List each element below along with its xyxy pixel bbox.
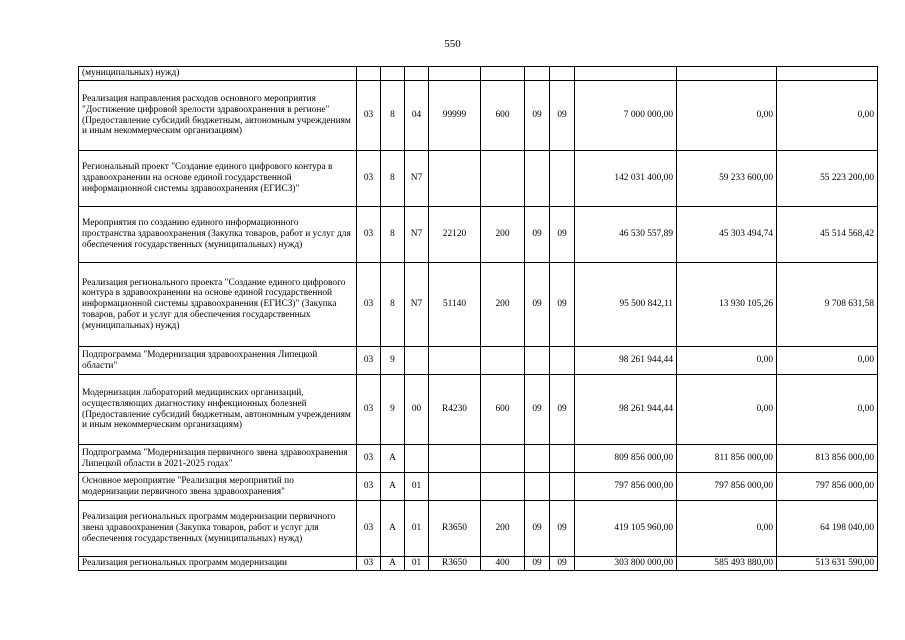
cell-c1: 03 [357, 375, 381, 445]
cell-c2 [381, 67, 405, 81]
cell-c7: 09 [550, 375, 575, 445]
cell-v1: 419 105 960,00 [575, 501, 677, 557]
cell-c6: 09 [525, 501, 550, 557]
cell-c2: А [381, 445, 405, 473]
cell-c2: А [381, 473, 405, 501]
cell-c6: 09 [525, 81, 550, 151]
cell-v1: 7 000 000,00 [575, 81, 677, 151]
cell-c1: 03 [357, 207, 381, 263]
cell-c1: 03 [357, 81, 381, 151]
cell-c7 [550, 445, 575, 473]
table-row [79, 263, 878, 347]
cell-c6 [525, 151, 550, 207]
cell-c6 [525, 445, 550, 473]
cell-c7 [550, 347, 575, 375]
row-name-cell: Реализация региональных программ модернизации [79, 557, 357, 571]
row-name-cell: Региональный проект "Создание единого цифрового контура в здравоохранении на основе единой государственной информационной системы здравоохранения (ЕГИСЗ)" [79, 151, 357, 207]
cell-c7: 09 [550, 557, 575, 571]
cell-c6: 09 [525, 557, 550, 571]
cell-c3: 01 [405, 557, 429, 571]
cell-c4 [429, 473, 481, 501]
cell-v2: 45 303 494,74 [677, 207, 777, 263]
cell-c7 [550, 67, 575, 81]
cell-v2: 59 233 600,00 [677, 151, 777, 207]
cell-v1: 46 530 557,89 [575, 207, 677, 263]
table-row [79, 375, 878, 445]
cell-c7 [550, 151, 575, 207]
cell-v1: 142 031 400,00 [575, 151, 677, 207]
cell-v2: 585 493 880,00 [677, 557, 777, 571]
table-row [79, 207, 878, 263]
cell-c3 [405, 67, 429, 81]
cell-v3: 813 856 000,00 [777, 445, 878, 473]
cell-v3: 9 708 631,58 [777, 263, 878, 347]
table-row [79, 347, 878, 375]
cell-c7 [550, 473, 575, 501]
cell-c2: А [381, 501, 405, 557]
row-name-cell: Реализация регионального проекта "Создание единого цифрового контура в здравоохранении на основе единой государственной информационной системы здравоохранения (ЕГИСЗ)" (Закупка товаров, работ и услуг для обеспечения государственных (муниципальных) нужд) [79, 263, 357, 347]
cell-c6 [525, 473, 550, 501]
cell-c6: 09 [525, 375, 550, 445]
cell-c5: 200 [481, 263, 525, 347]
cell-v2: 797 856 000,00 [677, 473, 777, 501]
cell-c3: N7 [405, 151, 429, 207]
cell-v3: 55 223 200,00 [777, 151, 878, 207]
row-name-cell: Реализация региональных программ модернизации первичного звена здравоохранения (Закупка товаров, работ и услуг для обеспечения государственных (муниципальных) нужд) [79, 501, 357, 557]
table-row [79, 151, 878, 207]
cell-v3: 0,00 [777, 375, 878, 445]
cell-v2: 811 856 000,00 [677, 445, 777, 473]
cell-v3 [777, 67, 878, 81]
cell-v2: 13 930 105,26 [677, 263, 777, 347]
cell-v1: 98 261 944,44 [575, 375, 677, 445]
cell-c4 [429, 151, 481, 207]
cell-v3: 45 514 568,42 [777, 207, 878, 263]
cell-v1: 303 800 000,00 [575, 557, 677, 571]
cell-v2 [677, 67, 777, 81]
cell-c3 [405, 347, 429, 375]
cell-c4: R4230 [429, 375, 481, 445]
cell-c3: 01 [405, 473, 429, 501]
cell-c6: 09 [525, 207, 550, 263]
cell-c1: 03 [357, 151, 381, 207]
cell-v3: 797 856 000,00 [777, 473, 878, 501]
cell-c5: 600 [481, 375, 525, 445]
cell-c2: 8 [381, 207, 405, 263]
cell-c7: 09 [550, 81, 575, 151]
cell-c5: 200 [481, 501, 525, 557]
cell-c6 [525, 67, 550, 81]
table-row [79, 81, 878, 151]
cell-c4 [429, 347, 481, 375]
cell-c4: R3650 [429, 501, 481, 557]
cell-v2: 0,00 [677, 375, 777, 445]
cell-c2: 9 [381, 375, 405, 445]
cell-c2: А [381, 557, 405, 571]
cell-c3: 01 [405, 501, 429, 557]
cell-v2: 0,00 [677, 501, 777, 557]
cell-c5: 200 [481, 207, 525, 263]
row-name-cell: Подпрограмма "Модернизация здравоохранения Липецкой области" [79, 347, 357, 375]
cell-c3: N7 [405, 263, 429, 347]
table-row [79, 445, 878, 473]
cell-v2: 0,00 [677, 347, 777, 375]
cell-v1: 809 856 000,00 [575, 445, 677, 473]
table-row [79, 473, 878, 501]
cell-c6 [525, 347, 550, 375]
cell-c4: 99999 [429, 81, 481, 151]
cell-c2: 9 [381, 347, 405, 375]
cell-c1: 03 [357, 501, 381, 557]
cell-v3: 0,00 [777, 347, 878, 375]
table-row [79, 501, 878, 557]
row-name-cell: Основное мероприятие "Реализация мероприятий по модернизации первичного звена здравоохранения" [79, 473, 357, 501]
row-name-cell: (муниципальных) нужд) [79, 67, 357, 81]
cell-v2: 0,00 [677, 81, 777, 151]
row-name-cell: Реализация направления расходов основного мероприятия "Достижение цифровой зрелости здравоохранения в регионе" (Предоставление субсидий бюджетным, автономным учреждениям и иным некоммерческим организациям) [79, 81, 357, 151]
table-row [79, 67, 878, 81]
row-name-cell: Подпрограмма "Модернизация первичного звена здравоохранения Липецкой области в 2021-2025 годах" [79, 445, 357, 473]
cell-c1 [357, 67, 381, 81]
cell-c5 [481, 473, 525, 501]
cell-c1: 03 [357, 263, 381, 347]
cell-c4 [429, 445, 481, 473]
cell-c7: 09 [550, 207, 575, 263]
cell-c5 [481, 67, 525, 81]
cell-c3 [405, 445, 429, 473]
row-name-cell: Мероприятия по созданию единого информационного пространства здравоохранения (Закупка товаров, работ и услуг для обеспечения государственных (муниципальных) нужд) [79, 207, 357, 263]
cell-c7: 09 [550, 263, 575, 347]
cell-c3: N7 [405, 207, 429, 263]
cell-c4 [429, 67, 481, 81]
cell-c5 [481, 151, 525, 207]
table-row [79, 557, 878, 571]
cell-c1: 03 [357, 347, 381, 375]
cell-c5: 400 [481, 557, 525, 571]
cell-c5 [481, 347, 525, 375]
cell-c5: 600 [481, 81, 525, 151]
cell-v1: 98 261 944,44 [575, 347, 677, 375]
cell-v3: 513 631 590,00 [777, 557, 878, 571]
cell-v1: 95 500 842,11 [575, 263, 677, 347]
cell-c1: 03 [357, 473, 381, 501]
cell-c4: 51140 [429, 263, 481, 347]
cell-v3: 0,00 [777, 81, 878, 151]
page-number: 550 [444, 38, 461, 50]
cell-v1 [575, 67, 677, 81]
cell-v3: 64 198 040,00 [777, 501, 878, 557]
row-name-cell: Модернизация лабораторий медицинских организаций, осуществляющих диагностику инфекционных болезней (Предоставление субсидий бюджетным, автономным учреждениям и иным некоммерческим организациям) [79, 375, 357, 445]
cell-c4: R3650 [429, 557, 481, 571]
cell-c1: 03 [357, 557, 381, 571]
cell-c5 [481, 445, 525, 473]
budget-table [78, 66, 878, 571]
cell-c2: 8 [381, 151, 405, 207]
cell-c2: 8 [381, 81, 405, 151]
cell-c3: 04 [405, 81, 429, 151]
cell-v1: 797 856 000,00 [575, 473, 677, 501]
cell-c2: 8 [381, 263, 405, 347]
cell-c6: 09 [525, 263, 550, 347]
cell-c7: 09 [550, 501, 575, 557]
cell-c1: 03 [357, 445, 381, 473]
cell-c3: 00 [405, 375, 429, 445]
cell-c4: 22120 [429, 207, 481, 263]
